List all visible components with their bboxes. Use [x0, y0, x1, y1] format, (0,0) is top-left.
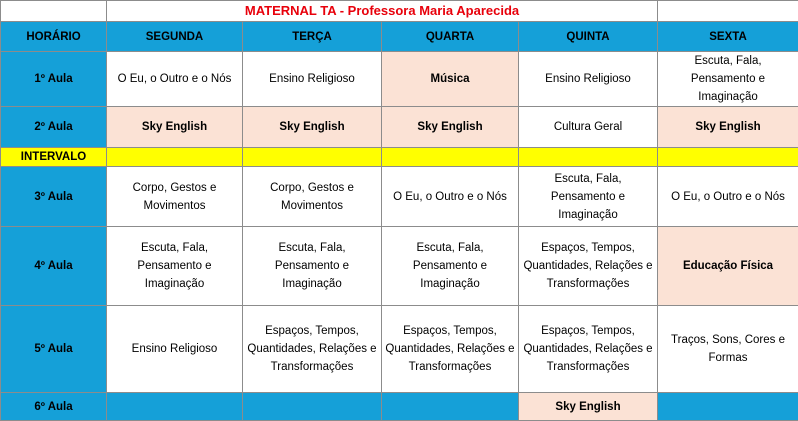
schedule-cell: Ensino Religioso: [519, 52, 658, 107]
header-row: [1, 22, 798, 52]
schedule-cell: Traços, Sons, Cores e Formas: [658, 306, 798, 393]
schedule-cell: Sky English: [658, 107, 798, 148]
interval-cell: [658, 148, 798, 167]
header-time: HORÁRIO: [1, 22, 107, 52]
header-wednesday: QUARTA: [382, 22, 519, 52]
schedule-cell: Escuta, Fala, Pensamento e Imaginação: [243, 227, 382, 306]
schedule-cell: Sky English: [382, 107, 519, 148]
schedule-cell: [382, 393, 519, 421]
schedule-cell: [107, 393, 243, 421]
schedule-row-6: [1, 393, 798, 421]
schedule-cell: Espaços, Tempos, Quantidades, Relações e Transformações: [382, 306, 519, 393]
schedule-cell: Espaços, Tempos, Quantidades, Relações e Transformações: [519, 227, 658, 306]
period-label: 3º Aula: [1, 167, 107, 227]
schedule-cell: Espaços, Tempos, Quantidades, Relações e Transformações: [243, 306, 382, 393]
title-spacer-left: [1, 1, 107, 22]
schedule-cell: Escuta, Fala, Pensamento e Imaginação: [519, 167, 658, 227]
schedule-cell: Escuta, Fala, Pensamento e Imaginação: [107, 227, 243, 306]
interval-row: [1, 148, 798, 167]
schedule-cell: [658, 393, 798, 421]
schedule-row-3: [1, 167, 798, 227]
schedule-cell: Sky English: [243, 107, 382, 148]
title-row: [1, 1, 798, 22]
schedule-cell: Corpo, Gestos e Movimentos: [243, 167, 382, 227]
schedule-cell: Sky English: [107, 107, 243, 148]
period-label: 1º Aula: [1, 52, 107, 107]
schedule-cell: Música: [382, 52, 519, 107]
schedule-row-5: [1, 306, 798, 393]
schedule-cell: Ensino Religioso: [243, 52, 382, 107]
schedule-cell: [243, 393, 382, 421]
schedule-cell: O Eu, o Outro e o Nós: [382, 167, 519, 227]
schedule-cell: O Eu, o Outro e o Nós: [658, 167, 798, 227]
header-monday: SEGUNDA: [107, 22, 243, 52]
schedule-cell: Espaços, Tempos, Quantidades, Relações e Transformações: [519, 306, 658, 393]
schedule-cell: Ensino Religioso: [107, 306, 243, 393]
schedule-cell: O Eu, o Outro e o Nós: [107, 52, 243, 107]
period-label: 5º Aula: [1, 306, 107, 393]
schedule-cell: Escuta, Fala, Pensamento e Imaginação: [382, 227, 519, 306]
interval-cell: [519, 148, 658, 167]
title-spacer-right: [658, 1, 798, 22]
schedule-cell: Educação Física: [658, 227, 798, 306]
period-label: 2º Aula: [1, 107, 107, 148]
interval-cell: [107, 148, 243, 167]
interval-cell: [243, 148, 382, 167]
interval-label: INTERVALO: [1, 148, 107, 167]
schedule-cell: Escuta, Fala, Pensamento e Imaginação: [658, 52, 798, 107]
schedule-row-1: [1, 52, 798, 107]
schedule-row-4: [1, 227, 798, 306]
schedule-title: MATERNAL TA - Professora Maria Aparecida: [107, 1, 658, 22]
schedule-row-2: [1, 107, 798, 148]
header-friday: SEXTA: [658, 22, 798, 52]
schedule-cell: Corpo, Gestos e Movimentos: [107, 167, 243, 227]
period-label: 6º Aula: [1, 393, 107, 421]
schedule-cell: Cultura Geral: [519, 107, 658, 148]
interval-cell: [382, 148, 519, 167]
schedule-cell: Sky English: [519, 393, 658, 421]
period-label: 4º Aula: [1, 227, 107, 306]
header-thursday: QUINTA: [519, 22, 658, 52]
header-tuesday: TERÇA: [243, 22, 382, 52]
